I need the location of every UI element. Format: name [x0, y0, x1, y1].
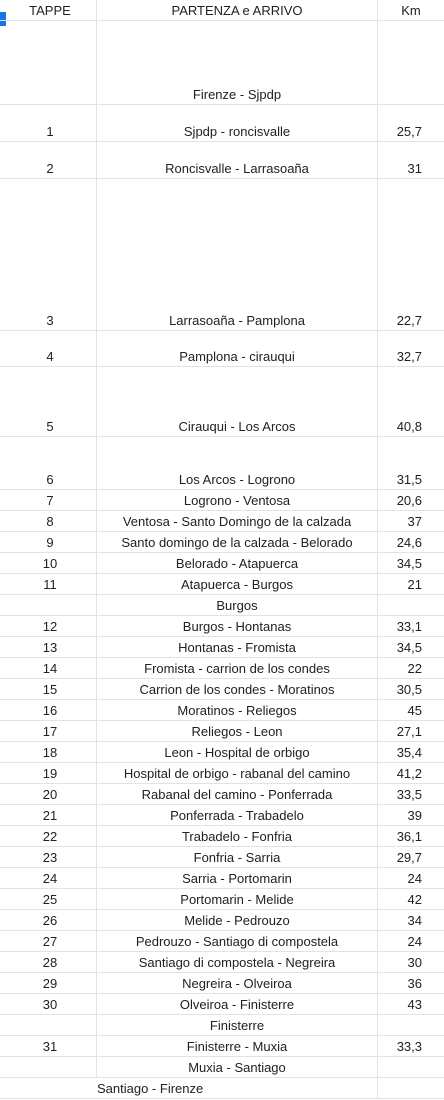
cell-route[interactable]: Carrion de los condes - Moratinos: [97, 679, 378, 699]
cell-tappa[interactable]: [4, 1057, 97, 1077]
cell-km[interactable]: 24: [407, 934, 422, 949]
table-row: [0, 742, 444, 763]
table-row: [0, 805, 444, 826]
table-row: [0, 511, 444, 532]
cell-km[interactable]: 35,4: [396, 745, 422, 760]
cell-route[interactable]: Moratinos - Reliegos: [97, 700, 378, 720]
cell-km[interactable]: 41,2: [396, 766, 422, 781]
cell-tappa[interactable]: 31: [4, 1036, 97, 1056]
cell-route[interactable]: Santo domingo de la calzada - Belorado: [97, 532, 378, 552]
table-row: [0, 973, 444, 994]
cell-tappa[interactable]: 13: [4, 637, 97, 657]
table-row: [0, 490, 444, 511]
cell-km[interactable]: [378, 1057, 444, 1077]
cell-tappa[interactable]: 27: [4, 931, 97, 951]
cell-km[interactable]: 39: [407, 808, 422, 823]
cell-route[interactable]: Cirauqui - Los Arcos: [97, 367, 378, 436]
table-row: [0, 532, 444, 553]
cell-km[interactable]: 45: [407, 703, 422, 718]
table-row: [0, 658, 444, 679]
cell-km[interactable]: 34,5: [396, 556, 422, 571]
cell-route[interactable]: Negreira - Olveiroa: [97, 973, 378, 993]
header-partenza-arrivo[interactable]: PARTENZA e ARRIVO: [97, 0, 378, 20]
cell-route[interactable]: Leon - Hospital de orbigo: [97, 742, 378, 762]
cell-km[interactable]: [378, 595, 444, 615]
cell-tappa[interactable]: 23: [4, 847, 97, 867]
cell-route[interactable]: Ponferrada - Trabadelo: [97, 805, 378, 825]
cell-km[interactable]: 30: [407, 955, 422, 970]
table-row: [0, 868, 444, 889]
table-row: [0, 1057, 444, 1078]
cell-km[interactable]: 27,1: [396, 724, 422, 739]
cell-route[interactable]: Pedrouzo - Santiago di compostela: [97, 931, 378, 951]
cell-tappa[interactable]: 30: [4, 994, 97, 1014]
cell-route[interactable]: Hontanas - Fromista: [97, 637, 378, 657]
cell-km[interactable]: 43: [407, 997, 422, 1012]
cell-tappa[interactable]: 21: [4, 805, 97, 825]
cell-km[interactable]: 20,6: [396, 493, 422, 508]
cell-tappa[interactable]: 10: [4, 553, 97, 573]
table-row: [0, 179, 444, 331]
cell-tappa[interactable]: 22: [4, 826, 97, 846]
table-row: [0, 574, 444, 595]
cell-tappa[interactable]: [4, 1078, 97, 1098]
table-row: [0, 889, 444, 910]
header-tappe[interactable]: TAPPE: [4, 0, 97, 20]
cell-km[interactable]: 42: [407, 892, 422, 907]
cell-km[interactable]: 33,1: [396, 619, 422, 634]
cell-km[interactable]: 34: [407, 913, 422, 928]
table-row: [0, 994, 444, 1015]
cell-route[interactable]: Fromista - carrion de los condes: [97, 658, 378, 678]
table-row: [0, 910, 444, 931]
cell-route[interactable]: Hospital de orbigo - rabanal del camino: [97, 763, 378, 783]
cell-route[interactable]: Portomarin - Melide: [97, 889, 378, 909]
table-row: [0, 931, 444, 952]
table-row: [0, 1015, 444, 1036]
table-row: [0, 1078, 444, 1099]
table-row: [0, 700, 444, 721]
table-row: [0, 637, 444, 658]
cell-km[interactable]: 31,5: [396, 472, 422, 487]
cell-tappa[interactable]: [4, 21, 97, 104]
cell-tappa[interactable]: 19: [4, 763, 97, 783]
cell-route[interactable]: Burgos - Hontanas: [97, 616, 378, 636]
cell-km[interactable]: 33,3: [396, 1039, 422, 1054]
cell-route[interactable]: Sjpdp - roncisvalle: [97, 105, 378, 141]
cell-tappa[interactable]: 17: [4, 721, 97, 741]
table-row: [0, 847, 444, 868]
cell-km[interactable]: 40,8: [396, 419, 422, 434]
table-row: [0, 679, 444, 700]
cell-km[interactable]: 34,5: [396, 640, 422, 655]
table-row: [0, 142, 444, 179]
cell-tappa[interactable]: [4, 1015, 97, 1035]
cell-km[interactable]: 31: [407, 161, 422, 176]
cell-tappa[interactable]: 6: [4, 437, 97, 489]
cell-tappa[interactable]: 25: [4, 889, 97, 909]
cell-tappa[interactable]: 14: [4, 658, 97, 678]
table-row: [0, 595, 444, 616]
cell-route[interactable]: Melide - Pedrouzo: [97, 910, 378, 930]
cell-km[interactable]: 33,5: [396, 787, 422, 802]
cell-km[interactable]: [378, 1015, 444, 1035]
cell-route[interactable]: Atapuerca - Burgos: [97, 574, 378, 594]
cell-route[interactable]: Trabadelo - Fonfria: [97, 826, 378, 846]
cell-route[interactable]: Los Arcos - Logrono: [97, 437, 378, 489]
cell-tappa[interactable]: 1: [4, 105, 97, 141]
table-row: [0, 952, 444, 973]
cell-tappa[interactable]: 18: [4, 742, 97, 762]
cell-tappa[interactable]: 4: [4, 331, 97, 366]
cell-tappa[interactable]: [4, 595, 97, 615]
cell-tappa[interactable]: 26: [4, 910, 97, 930]
cell-tappa[interactable]: 29: [4, 973, 97, 993]
table-row: [0, 21, 444, 105]
cell-route[interactable]: Sarria - Portomarin: [97, 868, 378, 888]
cell-route[interactable]: Belorado - Atapuerca: [97, 553, 378, 573]
header-km[interactable]: Km: [401, 2, 421, 18]
cell-route[interactable]: Olveiroa - Finisterre: [97, 994, 378, 1014]
header-row: [0, 0, 444, 21]
cell-route[interactable]: Finisterre: [97, 1015, 378, 1035]
cell-tappa[interactable]: 16: [4, 700, 97, 720]
cell-km[interactable]: 32,7: [396, 349, 422, 364]
cell-km[interactable]: 21: [407, 577, 422, 592]
cell-route[interactable]: Fonfria - Sarria: [97, 847, 378, 867]
table-row: [0, 553, 444, 574]
cell-km[interactable]: [378, 21, 444, 104]
table-row: [0, 616, 444, 637]
cell-tappa[interactable]: 24: [4, 868, 97, 888]
cell-tappa[interactable]: 20: [4, 784, 97, 804]
table-row: [0, 105, 444, 142]
cell-km[interactable]: 22,7: [396, 313, 422, 328]
cell-route[interactable]: Muxia - Santiago: [97, 1057, 378, 1077]
cell-tappa[interactable]: 3: [4, 179, 97, 330]
table-row: [0, 437, 444, 490]
cell-tappa[interactable]: 15: [4, 679, 97, 699]
table-row: [0, 763, 444, 784]
cell-route[interactable]: Pamplona - cirauqui: [97, 331, 378, 366]
table-body: [0, 21, 444, 1099]
cell-tappa[interactable]: 9: [4, 532, 97, 552]
cell-km[interactable]: 36: [407, 976, 422, 991]
cell-route[interactable]: Larrasoaña - Pamplona: [97, 179, 378, 330]
cell-km[interactable]: 36,1: [396, 829, 422, 844]
cell-tappa[interactable]: 11: [4, 574, 97, 594]
cell-tappa[interactable]: 5: [4, 367, 97, 436]
cell-km[interactable]: 24: [407, 871, 422, 886]
cell-tappa[interactable]: 2: [4, 142, 97, 178]
cell-route[interactable]: Firenze - Sjpdp: [97, 21, 378, 104]
table-row: [0, 784, 444, 805]
cell-km[interactable]: 25,7: [396, 124, 422, 139]
cell-tappa[interactable]: 8: [4, 511, 97, 531]
cell-km[interactable]: 24,6: [396, 535, 422, 550]
table-row: [0, 1036, 444, 1057]
cell-tappa[interactable]: 12: [4, 616, 97, 636]
table-row: [0, 721, 444, 742]
table-row: [0, 367, 444, 437]
cell-route[interactable]: Burgos: [97, 595, 378, 615]
cell-tappa[interactable]: 7: [4, 490, 97, 510]
cell-km[interactable]: 37: [407, 514, 422, 529]
cell-km[interactable]: 22: [407, 661, 422, 676]
table-row: [0, 331, 444, 367]
table-row: [0, 826, 444, 847]
cell-route[interactable]: Logrono - Ventosa: [97, 490, 378, 510]
cell-route[interactable]: Santiago - Firenze: [97, 1078, 378, 1098]
cell-km[interactable]: 29,7: [396, 850, 422, 865]
cell-km[interactable]: [378, 1078, 444, 1098]
cell-route[interactable]: Santiago di compostela - Negreira: [97, 952, 378, 972]
cell-route[interactable]: Roncisvalle - Larrasoaña: [97, 142, 378, 178]
cell-route[interactable]: Reliegos - Leon: [97, 721, 378, 741]
cell-km[interactable]: 30,5: [396, 682, 422, 697]
cell-route[interactable]: Finisterre - Muxia: [97, 1036, 378, 1056]
cell-route[interactable]: Ventosa - Santo Domingo de la calzada: [97, 511, 378, 531]
cell-tappa[interactable]: 28: [4, 952, 97, 972]
cell-route[interactable]: Rabanal del camino - Ponferrada: [97, 784, 378, 804]
